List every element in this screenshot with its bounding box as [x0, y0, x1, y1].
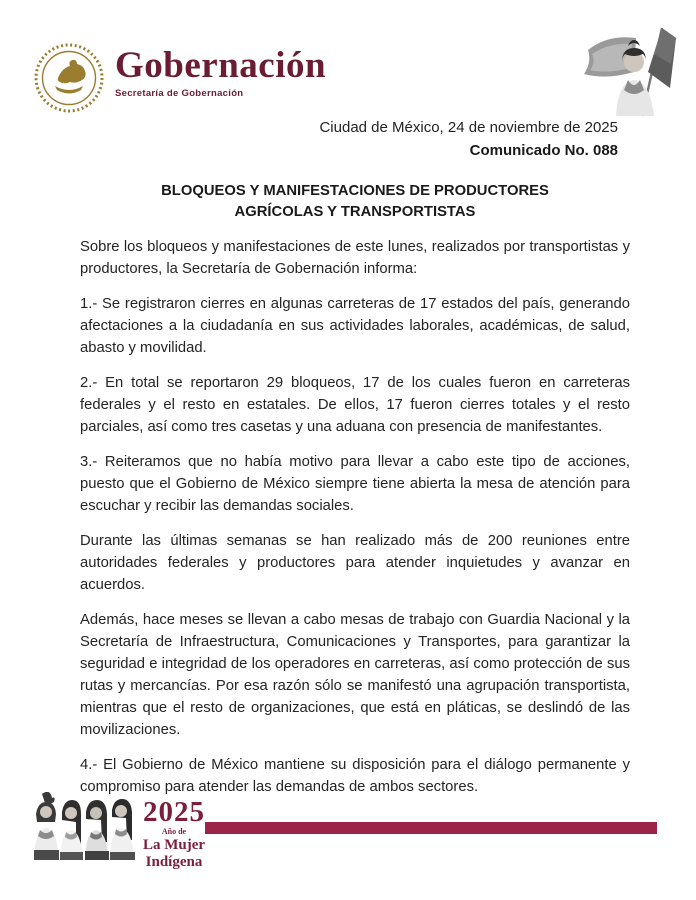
year-campaign-block	[139, 798, 209, 870]
logo-subtitle: Secretaría de Gobernación	[115, 88, 244, 99]
campaign-year: 2025	[143, 796, 205, 828]
paragraph-1: 1.- Se registraron cierres en algunas carreteras de 17 estados del país, generando afectaciones a la ciudadanía en sus actividades laborales, académicas, de salud, abasto y movilidad.	[80, 296, 630, 356]
campaign-line1: La Mujer	[142, 837, 206, 853]
document-title-line1: BLOQUEOS Y MANIFESTACIONES DE PRODUCTORES	[161, 183, 549, 199]
paragraph-6: 4.- El Gobierno de México mantiene su disposición para el diálogo permanente y compromiso para atender las demandas de ambos sectores.	[80, 757, 630, 795]
logo-text-block	[115, 46, 326, 99]
woman-with-flag-illustration	[578, 24, 682, 118]
campaign-year-sub: Año de	[161, 827, 187, 836]
document-title	[80, 181, 630, 223]
document-title-line2: AGRÍCOLAS Y TRANSPORTISTAS	[234, 204, 476, 220]
footer-maroon-bar	[205, 822, 657, 834]
paragraph-2: 2.- En total se reportaron 29 bloqueos, 17 de los cuales fueron en carreteras federales y el resto en estatales. De ellos, 17 fueron cierres totales y el resto parciales, así como tres casetas y una aduana con presencia de manifestantes.	[80, 375, 630, 435]
paragraph-intro: Sobre los bloqueos y manifestaciones de este lunes, realizados por transportistas y productores, la Secretaría de Gobernación informa:	[80, 239, 630, 277]
document-body	[80, 236, 630, 811]
indigenous-women-illustration	[30, 792, 138, 860]
mexican-eagle-seal-icon	[33, 42, 105, 114]
dateline: Ciudad de México, 24 de noviembre de 2025	[319, 119, 618, 136]
paragraph-3: 3.- Reiteramos que no había motivo para llevar a cabo este tipo de acciones, puesto que el Gobierno de México siempre tiene abierta la mesa de atención para escuchar y recibir las demandas sociales.	[80, 454, 630, 514]
campaign-line2: Indígena	[145, 854, 203, 870]
comunicado-number: Comunicado No. 088	[469, 142, 618, 159]
logo-wordmark: Gobernación	[115, 45, 327, 86]
gobernacion-logo	[33, 42, 326, 114]
paragraph-4: Durante las últimas semanas se han realizado más de 200 reuniones entre autoridades federales y productores para atender inquietudes y avanzar en acuerdos.	[80, 533, 630, 593]
paragraph-5: Además, hace meses se llevan a cabo mesas de trabajo con Guardia Nacional y la Secretaría de Infraestructura, Comunicaciones y Transportes, para garantizar la seguridad e integridad de los operadores en carreteras, así como protección de sus rutas y mercancías. Por esa razón sólo se manifestó una agrupación transportista, mientras que el resto de organizaciones, que está en pláticas, se deslindó de las movilizaciones.	[80, 612, 630, 738]
